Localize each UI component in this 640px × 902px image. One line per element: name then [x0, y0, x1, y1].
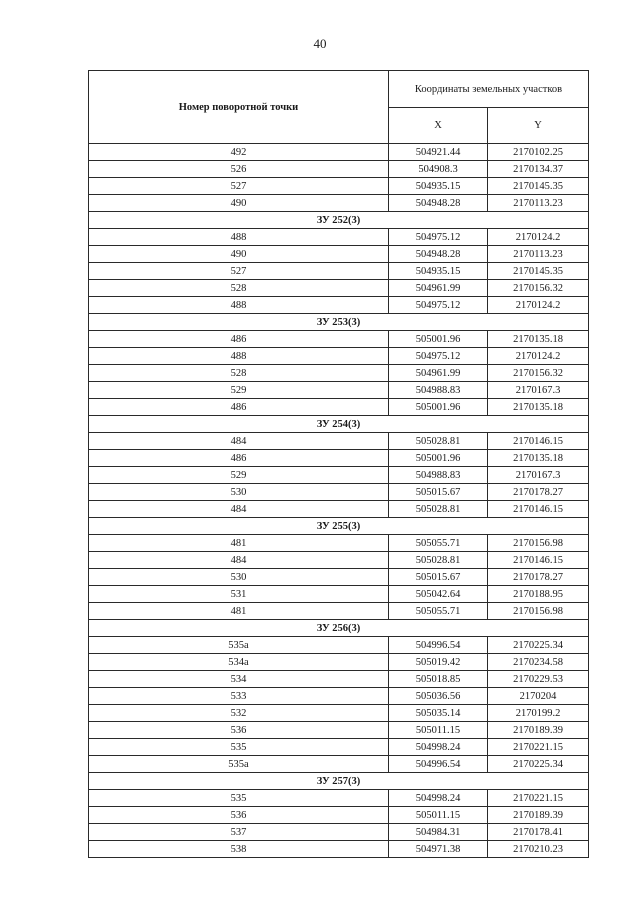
point-cell: 528: [89, 280, 389, 297]
x-cell: 504975.12: [389, 348, 488, 365]
group-header-row: [89, 773, 589, 790]
group-header-row: [89, 212, 589, 229]
table-row: [89, 552, 589, 569]
y-cell: 2170135.18: [488, 331, 589, 348]
x-cell: 504975.12: [389, 229, 488, 246]
point-cell: 530: [89, 484, 389, 501]
table-row: [89, 348, 589, 365]
group-header-row: [89, 518, 589, 535]
y-cell: 2170188.95: [488, 586, 589, 603]
point-cell: 488: [89, 297, 389, 314]
x-cell: 505036.56: [389, 688, 488, 705]
table-row: [89, 467, 589, 484]
point-cell: 484: [89, 433, 389, 450]
x-cell: 505015.67: [389, 484, 488, 501]
x-cell: 504921.44: [389, 144, 488, 161]
point-cell: 481: [89, 535, 389, 552]
x-cell: 505028.81: [389, 433, 488, 450]
point-cell: 486: [89, 331, 389, 348]
point-cell: 536: [89, 807, 389, 824]
x-cell: 505028.81: [389, 501, 488, 518]
x-cell: 505001.96: [389, 331, 488, 348]
header-x: X: [389, 108, 488, 144]
y-cell: 2170221.15: [488, 790, 589, 807]
table-row: [89, 144, 589, 161]
point-cell: 490: [89, 195, 389, 212]
point-cell: 529: [89, 382, 389, 399]
y-cell: 2170146.15: [488, 433, 589, 450]
x-cell: 505055.71: [389, 535, 488, 552]
y-cell: 2170210.23: [488, 841, 589, 858]
table-row: [89, 178, 589, 195]
point-cell: 531: [89, 586, 389, 603]
x-cell: 505011.15: [389, 807, 488, 824]
y-cell: 2170178.41: [488, 824, 589, 841]
point-cell: 490: [89, 246, 389, 263]
y-cell: 2170135.18: [488, 450, 589, 467]
y-cell: 2170113.23: [488, 246, 589, 263]
x-cell: 504948.28: [389, 246, 488, 263]
table-row: [89, 671, 589, 688]
point-cell: 534а: [89, 654, 389, 671]
point-cell: 535а: [89, 756, 389, 773]
table-row: [89, 654, 589, 671]
y-cell: 2170102.25: [488, 144, 589, 161]
y-cell: 2170156.32: [488, 365, 589, 382]
x-cell: 505035.14: [389, 705, 488, 722]
x-cell: 504935.15: [389, 178, 488, 195]
point-cell: 484: [89, 501, 389, 518]
y-cell: 2170178.27: [488, 484, 589, 501]
point-cell: 526: [89, 161, 389, 178]
table-row: [89, 603, 589, 620]
table-row: [89, 450, 589, 467]
table-row: [89, 688, 589, 705]
x-cell: 504996.54: [389, 637, 488, 654]
point-cell: 532: [89, 705, 389, 722]
y-cell: 2170124.2: [488, 348, 589, 365]
table-row: [89, 365, 589, 382]
x-cell: 504975.12: [389, 297, 488, 314]
x-cell: 504948.28: [389, 195, 488, 212]
page-number: 40: [313, 36, 327, 51]
point-cell: 486: [89, 399, 389, 416]
y-cell: 2170146.15: [488, 501, 589, 518]
point-cell: 530: [89, 569, 389, 586]
header-coordinates: Координаты земельных участков: [389, 71, 589, 108]
x-cell: 504961.99: [389, 365, 488, 382]
coordinates-table: [88, 70, 589, 858]
y-cell: 2170229.53: [488, 671, 589, 688]
table-row: [89, 399, 589, 416]
y-cell: 2170167.3: [488, 382, 589, 399]
table-row: [89, 246, 589, 263]
x-cell: 505015.67: [389, 569, 488, 586]
table-row: [89, 161, 589, 178]
y-cell: 2170234.58: [488, 654, 589, 671]
y-cell: 2170156.98: [488, 603, 589, 620]
table-row: [89, 586, 589, 603]
group-header-row: [89, 314, 589, 331]
y-cell: 2170156.98: [488, 535, 589, 552]
y-cell: 2170113.23: [488, 195, 589, 212]
y-cell: 2170199.2: [488, 705, 589, 722]
point-cell: 492: [89, 144, 389, 161]
y-cell: 2170145.35: [488, 178, 589, 195]
group-label: ЗУ 256(3): [89, 620, 589, 637]
point-cell: 481: [89, 603, 389, 620]
y-cell: 2170167.3: [488, 467, 589, 484]
table-row: [89, 824, 589, 841]
table-row: [89, 705, 589, 722]
y-cell: 2170146.15: [488, 552, 589, 569]
table-row: [89, 433, 589, 450]
table-row: [89, 484, 589, 501]
y-cell: 2170225.34: [488, 637, 589, 654]
table-row: [89, 841, 589, 858]
x-cell: 504935.15: [389, 263, 488, 280]
x-cell: 505018.85: [389, 671, 488, 688]
x-cell: 504996.54: [389, 756, 488, 773]
point-cell: 534: [89, 671, 389, 688]
point-cell: 486: [89, 450, 389, 467]
point-cell: 527: [89, 178, 389, 195]
table-row: [89, 535, 589, 552]
group-label: ЗУ 253(3): [89, 314, 589, 331]
y-cell: 2170156.32: [488, 280, 589, 297]
point-cell: 537: [89, 824, 389, 841]
x-cell: 504988.83: [389, 382, 488, 399]
y-cell: 2170204: [488, 688, 589, 705]
x-cell: 504908.3: [389, 161, 488, 178]
x-cell: 505055.71: [389, 603, 488, 620]
table-row: [89, 756, 589, 773]
point-cell: 535: [89, 790, 389, 807]
table-row: [89, 807, 589, 824]
table-body: [89, 144, 589, 858]
header-point-number: Номер поворотной точки: [89, 71, 389, 144]
x-cell: 505019.42: [389, 654, 488, 671]
point-cell: 484: [89, 552, 389, 569]
group-label: ЗУ 255(3): [89, 518, 589, 535]
y-cell: 2170145.35: [488, 263, 589, 280]
table-row: [89, 722, 589, 739]
y-cell: 2170134.37: [488, 161, 589, 178]
header-y: Y: [488, 108, 589, 144]
point-cell: 529: [89, 467, 389, 484]
point-cell: 527: [89, 263, 389, 280]
x-cell: 504988.83: [389, 467, 488, 484]
point-cell: 536: [89, 722, 389, 739]
table-row: [89, 280, 589, 297]
x-cell: 505042.64: [389, 586, 488, 603]
x-cell: 504961.99: [389, 280, 488, 297]
table-row: [89, 790, 589, 807]
group-label: ЗУ 257(3): [89, 773, 589, 790]
y-cell: 2170124.2: [488, 297, 589, 314]
x-cell: 504998.24: [389, 790, 488, 807]
table-row: [89, 569, 589, 586]
table-row: [89, 195, 589, 212]
group-header-row: [89, 620, 589, 637]
x-cell: 505011.15: [389, 722, 488, 739]
y-cell: 2170124.2: [488, 229, 589, 246]
point-cell: 538: [89, 841, 389, 858]
table-row: [89, 229, 589, 246]
point-cell: 535: [89, 739, 389, 756]
point-cell: 528: [89, 365, 389, 382]
point-cell: 488: [89, 348, 389, 365]
table-row: [89, 501, 589, 518]
table-row: [89, 263, 589, 280]
group-label: ЗУ 254(3): [89, 416, 589, 433]
x-cell: 505001.96: [389, 399, 488, 416]
table-row: [89, 382, 589, 399]
table-row: [89, 331, 589, 348]
table-row: [89, 637, 589, 654]
y-cell: 2170225.34: [488, 756, 589, 773]
x-cell: 505028.81: [389, 552, 488, 569]
point-cell: 535а: [89, 637, 389, 654]
x-cell: 504971.38: [389, 841, 488, 858]
x-cell: 504998.24: [389, 739, 488, 756]
table-row: [89, 297, 589, 314]
y-cell: 2170189.39: [488, 807, 589, 824]
x-cell: 504984.31: [389, 824, 488, 841]
point-cell: 533: [89, 688, 389, 705]
x-cell: 505001.96: [389, 450, 488, 467]
y-cell: 2170221.15: [488, 739, 589, 756]
group-label: ЗУ 252(3): [89, 212, 589, 229]
y-cell: 2170135.18: [488, 399, 589, 416]
group-header-row: [89, 416, 589, 433]
point-cell: 488: [89, 229, 389, 246]
y-cell: 2170189.39: [488, 722, 589, 739]
y-cell: 2170178.27: [488, 569, 589, 586]
table-row: [89, 739, 589, 756]
